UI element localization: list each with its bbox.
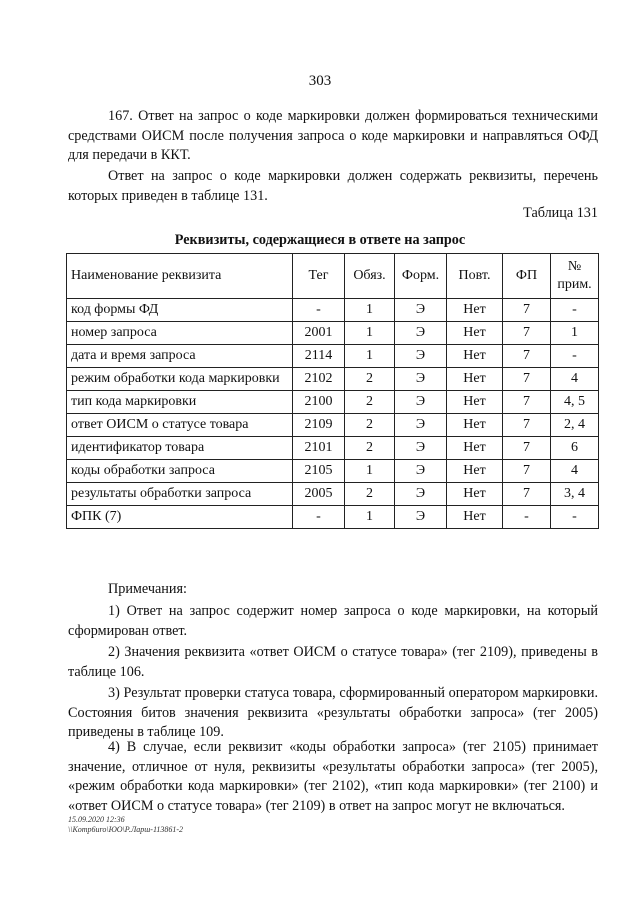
cell-tag: 2109	[293, 414, 345, 437]
cell-name: номер запроса	[67, 322, 293, 345]
cell-name: результаты обработки запроса	[67, 483, 293, 506]
cell-repeat: Нет	[447, 414, 503, 437]
cell-fp: 7	[503, 299, 551, 322]
cell-required: 2	[345, 368, 395, 391]
header-format: Форм.	[395, 254, 447, 299]
cell-tag: 2001	[293, 322, 345, 345]
cell-format: Э	[395, 460, 447, 483]
cell-name: коды обработки запроса	[67, 460, 293, 483]
stamp-path: \\Komp6uro\ЮО\Р.Ларш-113861-2	[68, 825, 184, 834]
cell-note: 4	[551, 460, 599, 483]
cell-repeat: Нет	[447, 506, 503, 529]
note-2: 2) Значения реквизита «ответ ОИСМ о статусе товара» (тег 2109), приведены в таблице 106.	[68, 644, 598, 680]
cell-tag: 2102	[293, 368, 345, 391]
table-row	[67, 460, 599, 483]
cell-note: -	[551, 299, 599, 322]
notes-title: Примечания:	[108, 581, 187, 597]
table-row	[67, 437, 599, 460]
cell-required: 2	[345, 437, 395, 460]
cell-repeat: Нет	[447, 437, 503, 460]
cell-required: 1	[345, 299, 395, 322]
requisites-table	[66, 253, 599, 529]
table-row	[67, 322, 599, 345]
cell-name: ответ ОИСМ о статусе товара	[67, 414, 293, 437]
table-header-row	[67, 254, 599, 299]
header-fp: ФП	[503, 254, 551, 299]
cell-format: Э	[395, 322, 447, 345]
cell-tag: 2114	[293, 345, 345, 368]
cell-repeat: Нет	[447, 368, 503, 391]
cell-fp: 7	[503, 460, 551, 483]
cell-fp: 7	[503, 437, 551, 460]
header-required: Обяз.	[345, 254, 395, 299]
cell-fp: 7	[503, 368, 551, 391]
cell-required: 1	[345, 322, 395, 345]
table-row	[67, 299, 599, 322]
cell-tag: 2105	[293, 460, 345, 483]
paragraph-requisites: Ответ на запрос о коде маркировки должен содержать реквизиты, перечень которых приведен в таблице 131.	[68, 168, 598, 204]
document-stamp	[68, 815, 183, 835]
header-tag: Тег	[293, 254, 345, 299]
cell-name: код формы ФД	[67, 299, 293, 322]
table-row	[67, 483, 599, 506]
cell-fp: 7	[503, 414, 551, 437]
cell-format: Э	[395, 368, 447, 391]
cell-required: 1	[345, 345, 395, 368]
cell-format: Э	[395, 299, 447, 322]
table-row	[67, 368, 599, 391]
cell-format: Э	[395, 483, 447, 506]
cell-tag: -	[293, 506, 345, 529]
table-row	[67, 414, 599, 437]
cell-repeat: Нет	[447, 391, 503, 414]
cell-name: дата и время запроса	[67, 345, 293, 368]
cell-repeat: Нет	[447, 345, 503, 368]
cell-repeat: Нет	[447, 299, 503, 322]
paragraph-167: 167. Ответ на запрос о коде маркировки должен формироваться техническими средствами ОИСМ после получения запроса о коде маркировки и направляться ОФД для передачи в ККТ.	[68, 108, 598, 163]
cell-repeat: Нет	[447, 322, 503, 345]
cell-format: Э	[395, 345, 447, 368]
table-row	[67, 345, 599, 368]
cell-fp: -	[503, 506, 551, 529]
cell-format: Э	[395, 391, 447, 414]
cell-note: -	[551, 506, 599, 529]
cell-fp: 7	[503, 391, 551, 414]
cell-required: 1	[345, 460, 395, 483]
cell-note: 3, 4	[551, 483, 599, 506]
cell-required: 2	[345, 414, 395, 437]
page-number: 303	[308, 73, 332, 89]
cell-tag: 2100	[293, 391, 345, 414]
cell-note: 4	[551, 368, 599, 391]
cell-name: тип кода маркировки	[67, 391, 293, 414]
cell-fp: 7	[503, 322, 551, 345]
table-title: Реквизиты, содержащиеся в ответе на запрос	[174, 232, 466, 248]
note-1: 1) Ответ на запрос содержит номер запроса о коде маркировки, на который сформирован ответ.	[68, 603, 598, 639]
cell-required: 1	[345, 506, 395, 529]
cell-repeat: Нет	[447, 460, 503, 483]
table-row	[67, 506, 599, 529]
cell-name: идентификатор товара	[67, 437, 293, 460]
cell-required: 2	[345, 391, 395, 414]
table-row	[67, 391, 599, 414]
note-4: 4) В случае, если реквизит «коды обработки запроса» (тег 2105) принимает значение, отличное от нуля, реквизиты «результаты обработки запроса» (тег 2005), «режим обработки кода маркировки» (тег 2102), «тип кода маркировки» (тег 2100) и «ответ ОИСМ о статусе товара» (тег 2109) в ответ на запрос могут не включаться.	[68, 739, 598, 814]
header-name: Наименование реквизита	[67, 254, 293, 299]
cell-tag: -	[293, 299, 345, 322]
cell-format: Э	[395, 414, 447, 437]
cell-tag: 2101	[293, 437, 345, 460]
cell-note: 6	[551, 437, 599, 460]
cell-repeat: Нет	[447, 483, 503, 506]
cell-format: Э	[395, 506, 447, 529]
cell-name: режим обработки кода маркировки	[67, 368, 293, 391]
cell-note: 2, 4	[551, 414, 599, 437]
cell-format: Э	[395, 437, 447, 460]
cell-tag: 2005	[293, 483, 345, 506]
note-3: 3) Результат проверки статуса товара, сформированный оператором маркировки. Состояния битов значения реквизита «результаты обработки запроса» (тег 2005) приведены в таблице 109.	[68, 685, 598, 740]
header-repeat: Повт.	[447, 254, 503, 299]
cell-name: ФПК (7)	[67, 506, 293, 529]
header-note-number: № прим.	[551, 254, 599, 299]
cell-note: 4, 5	[551, 391, 599, 414]
cell-note: -	[551, 345, 599, 368]
cell-required: 2	[345, 483, 395, 506]
cell-fp: 7	[503, 483, 551, 506]
table-label: Таблица 131	[523, 205, 598, 221]
cell-note: 1	[551, 322, 599, 345]
cell-fp: 7	[503, 345, 551, 368]
stamp-date: 15.09.2020 12:36	[68, 815, 125, 824]
